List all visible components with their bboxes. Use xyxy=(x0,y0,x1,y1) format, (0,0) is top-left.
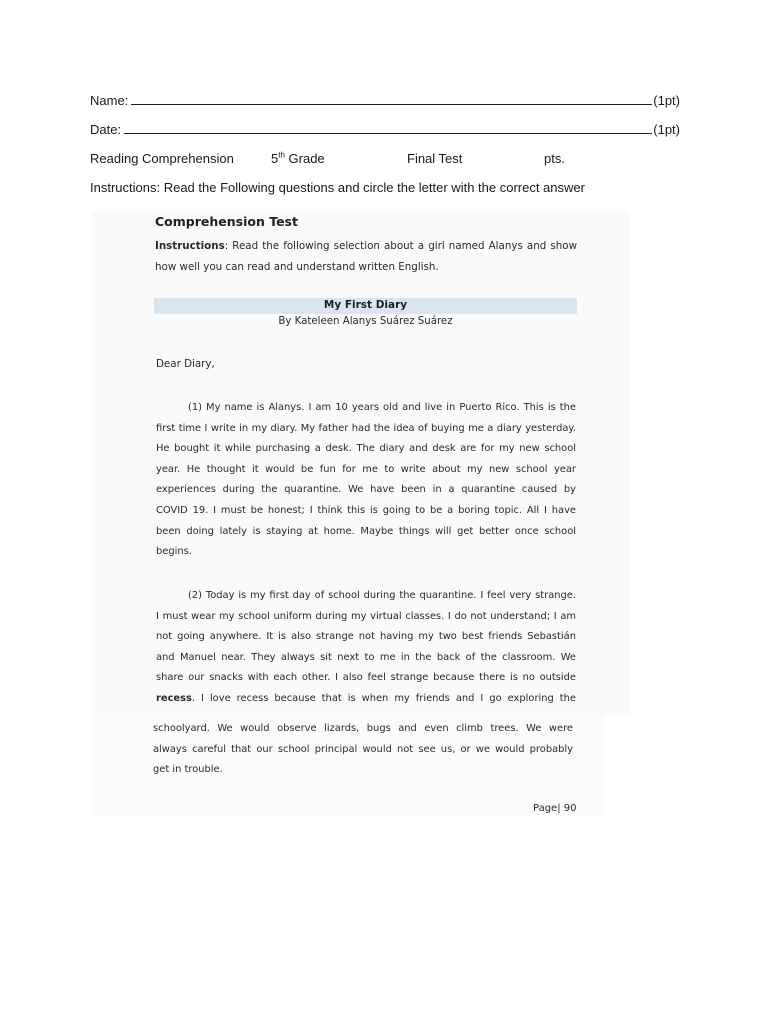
para2-line: and Manuel near. They always sit next to me in the back of the classroom. We xyxy=(156,651,576,663)
name-blank[interactable] xyxy=(131,103,652,105)
paragraph-1 xyxy=(156,398,576,563)
diary-greeting: Dear Diary, xyxy=(156,358,215,370)
recess-word: recess xyxy=(156,692,192,704)
para1-line: (1) My name is Alanys. I am 10 years old and live in Puerto Rico. This is the xyxy=(188,402,576,413)
para3-line: always careful that our school principal would not see us, or we would probably xyxy=(153,743,573,755)
points-label: pts. xyxy=(544,151,565,166)
para2-line: share our snacks with each other. I also feel strange because there is no outside xyxy=(156,672,576,684)
para1-line: first time I write in my diary. My father had the idea of buying me a diary yesterday. xyxy=(156,422,576,434)
instructions-text: : Read the following selection about a girl named Alanys and show how well you can read and understand written English. xyxy=(155,240,577,273)
diary-title: My First Diary xyxy=(323,299,408,311)
grade-label xyxy=(271,151,325,166)
para1-line: COVID 19. I must be honest; I think this is going to be a boring topic. All I have xyxy=(156,504,576,516)
date-blank[interactable] xyxy=(124,132,652,134)
paragraph-2 xyxy=(156,586,576,710)
date-label: Date: xyxy=(90,122,122,137)
test-type-label: Final Test xyxy=(407,151,463,166)
para1-line: year. He thought it would be fun for me to write about my new school year xyxy=(156,463,576,475)
date-points: (1pt) xyxy=(653,122,680,137)
para1-line: been doing lately is staying at home. Maybe things will get better once school xyxy=(156,525,576,537)
para1-line: experiences during the quarantine. We have been in a quarantine caused by xyxy=(156,484,576,496)
diary-author: By Kateleen Alanys Suárez Suárez xyxy=(278,316,453,327)
instructions-label: Instructions xyxy=(155,240,225,252)
name-line xyxy=(90,93,680,108)
para1-line: begins. xyxy=(156,546,192,558)
date-line xyxy=(90,122,680,137)
comprehension-instructions xyxy=(155,236,577,278)
para3-line: get in trouble. xyxy=(153,764,223,776)
para2-line: not going anywhere. It is also strange not having my two best friends Sebastián xyxy=(156,631,576,643)
subject-label: Reading Comprehension xyxy=(90,151,234,166)
grade-number: 5 xyxy=(271,151,279,166)
para2-line: I must wear my school uniform during my virtual classes. I do not understand; I am xyxy=(156,610,576,622)
grade-word: Grade xyxy=(284,151,325,166)
para3-line: schoolyard. We would observe lizards, bugs and even climb trees. We were xyxy=(153,723,573,734)
paragraph-3 xyxy=(153,719,573,781)
para2-line xyxy=(156,689,576,710)
para2-line: (2) Today is my first day of school during the quarantine. I feel very strange. xyxy=(188,590,576,601)
name-label: Name: xyxy=(90,93,129,108)
para1-line: He bought it while purchasing a desk. The diary and desk are for my new school xyxy=(156,443,576,455)
page-instructions: Instructions: Read the Following questions and circle the letter with the correct answer xyxy=(90,180,585,195)
para2-last-rest: . I love recess because that is when my friends and I go exploring the xyxy=(191,692,576,704)
page-number: Page| 90 xyxy=(533,803,577,814)
comprehension-title: Comprehension Test xyxy=(155,214,298,229)
grade-suffix: th xyxy=(278,150,285,160)
name-points: (1pt) xyxy=(653,93,680,108)
